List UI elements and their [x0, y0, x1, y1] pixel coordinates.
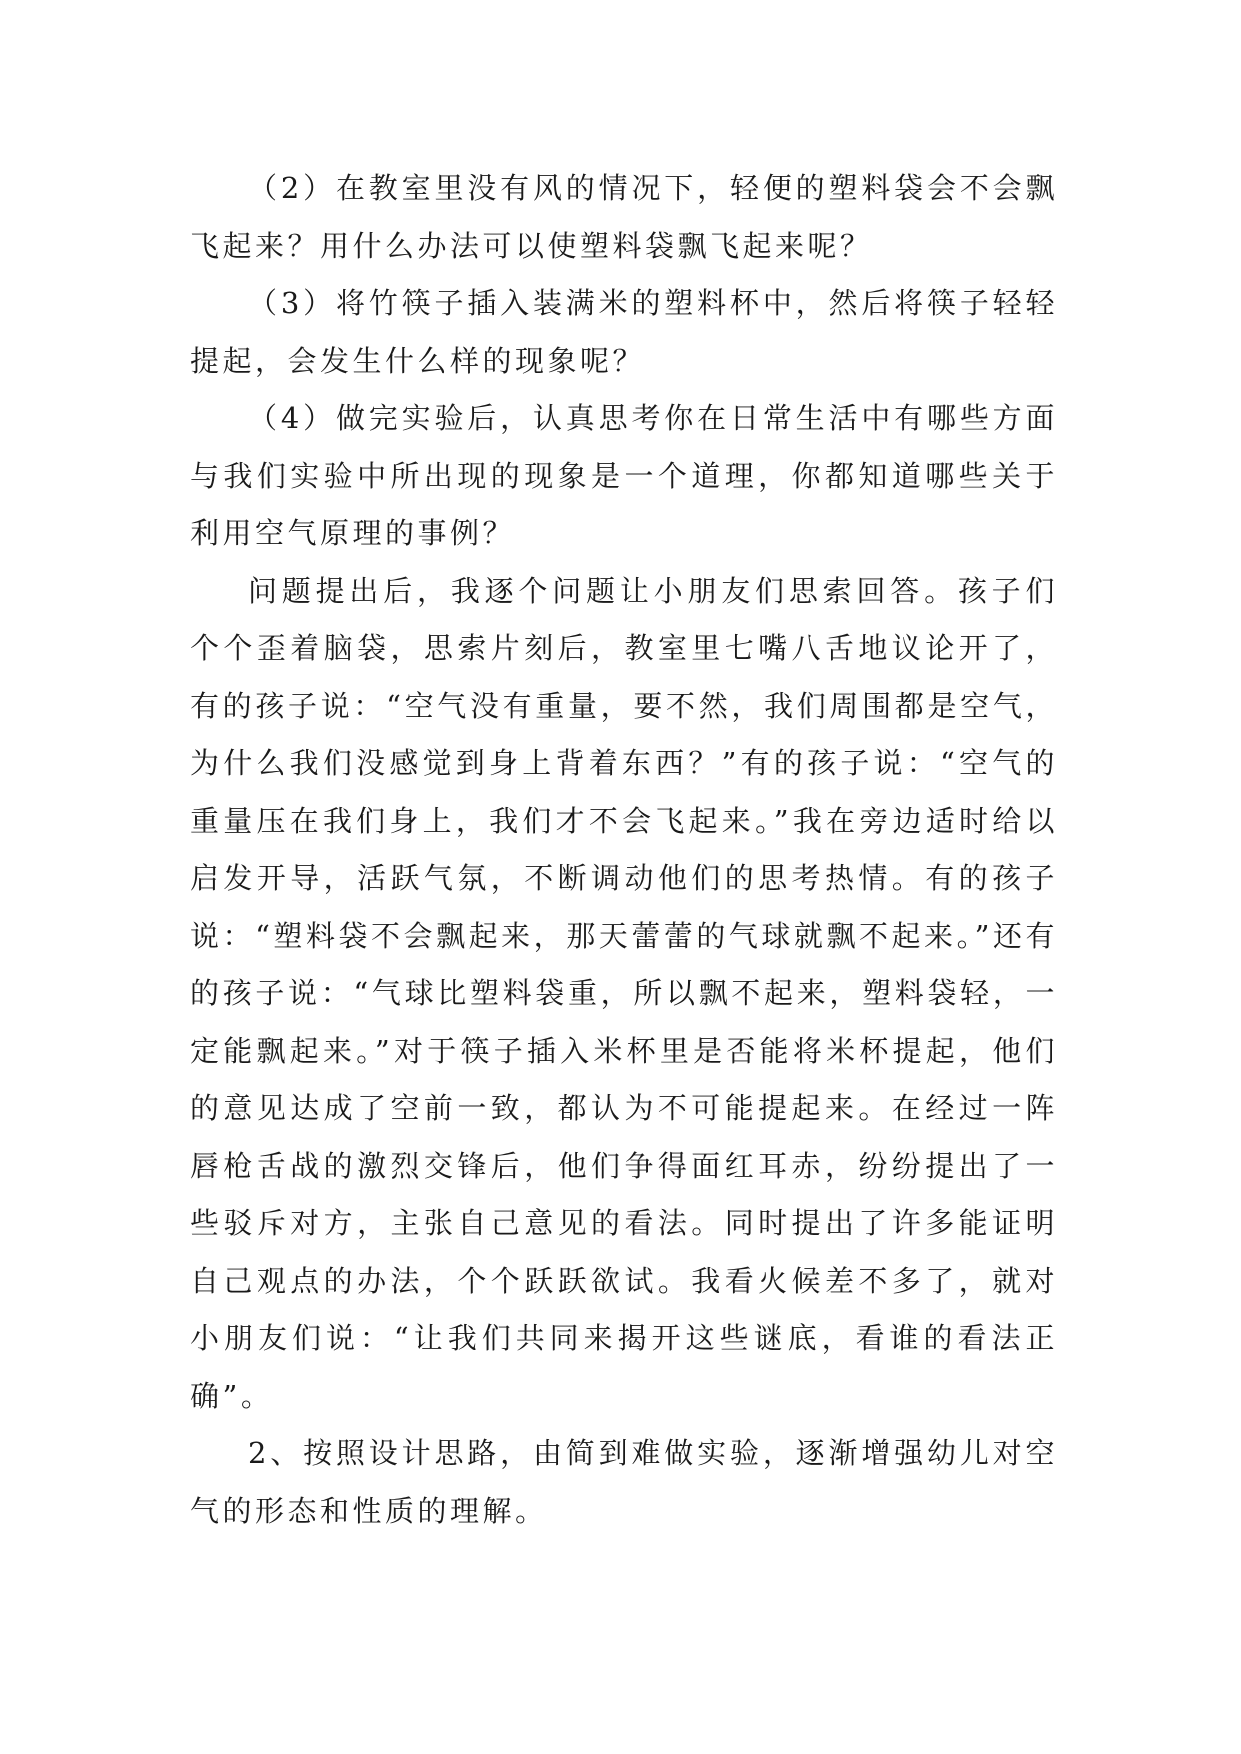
paragraph-question-2: （2）在教室里没有风的情况下，轻便的塑料袋会不会飘飞起来？用什么办法可以使塑料袋飘飞起来呢？	[190, 171, 1058, 263]
document-body	[190, 160, 1058, 1540]
paragraph-step-2: 2、按照设计思路，由简到难做实验，逐渐增强幼儿对空气的形态和性质的理解。	[190, 1436, 1058, 1528]
paragraph-question-3: （3）将竹筷子插入装满米的塑料杯中，然后将筷子轻轻提起，会发生什么样的现象呢？	[190, 286, 1058, 378]
paragraph-question-4: （4）做完实验后，认真思考你在日常生活中有哪些方面与我们实验中所出现的现象是一个道理，你都知道哪些关于利用空气原理的事例？	[190, 401, 1058, 550]
paragraph-discussion: 问题提出后，我逐个问题让小朋友们思索回答。孩子们个个歪着脑袋，思索片刻后，教室里七嘴八舌地议论开了，有的孩子说：“空气没有重量，要不然，我们周围都是空气，为什么我们没感觉到身上背着东西？”有的孩子说：“空气的重量压在我们身上，我们才不会飞起来。”我在旁边适时给以启发开导，活跃气氛，不断调动他们的思考热情。有的孩子说：“塑料袋不会飘起来，那天蕾蕾的气球就飘不起来。”还有的孩子说：“气球比塑料袋重，所以飘不起来，塑料袋轻，一定能飘起来。”对于筷子插入米杯里是否能将米杯提起，他们的意见达成了空前一致，都认为不可能提起来。在经过一阵唇枪舌战的激烈交锋后，他们争得面红耳赤，纷纷提出了一些驳斥对方，主张自己意见的看法。同时提出了许多能证明自己观点的办法，个个跃跃欲试。我看火候差不多了，就对小朋友们说：“让我们共同来揭开这些谜底，看谁的看法正确”。	[190, 573, 1058, 1413]
